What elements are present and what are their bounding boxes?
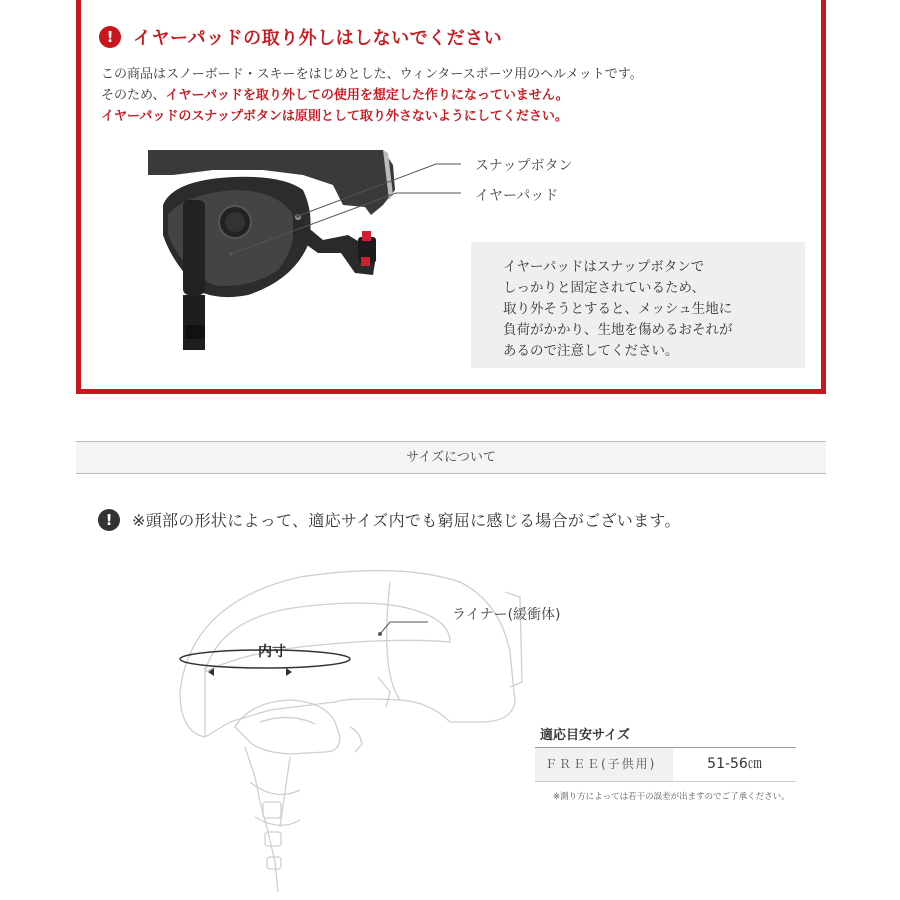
warning-line-3: イヤーパッドのスナップボタンは原則として取り外さないようにしてください。 (101, 109, 568, 124)
note-line: 取り外そうとすると、メッシュ生地に (503, 301, 733, 317)
earpad-note (471, 242, 805, 368)
liner-label: ライナー(緩衝体) (452, 607, 561, 623)
callout-earpad: イヤーパッド (475, 188, 559, 204)
note-line: しっかりと固定されているため、 (503, 280, 705, 296)
size-table-title: 適応目安サイズ (540, 728, 630, 743)
warning-line-2-prefix: そのため、 (101, 88, 166, 103)
size-warning (98, 508, 681, 531)
inner-dimension-label: 内寸 (258, 644, 286, 660)
warning-line-2-emphasis: イヤーパッドを取り外しての使用を想定した作りになっていません。 (165, 88, 569, 103)
exclamation-circle-icon: ! (99, 26, 121, 48)
warning-box (76, 0, 826, 394)
callout-snap-button: スナップボタン (475, 158, 573, 174)
size-label-cell: ＦＲＥＥ(子供用) (535, 748, 673, 781)
size-section-heading: サイズについて (76, 441, 826, 474)
size-table (535, 747, 796, 782)
note-line: 負荷がかかり、生地を傷めるおそれが (503, 322, 733, 338)
size-warning-text: ※頭部の形状によって、適応サイズ内でも窮屈に感じる場合がございます。 (132, 511, 681, 530)
warning-title: イヤーパッドの取り外しはしないでください (133, 28, 503, 49)
note-line: イヤーパッドはスナップボタンで (503, 259, 705, 275)
size-value-cell: 51-56㎝ (707, 756, 762, 772)
warning-line-1: この商品はスノーボード・スキーをはじめとした、ウィンタースポーツ用のヘルメットです。 (101, 67, 643, 82)
note-line: あるので注意してください。 (503, 343, 679, 359)
size-note: ※測り方によっては若干の誤差が出ますのでご了承ください。 (553, 792, 790, 802)
exclamation-circle-icon: ! (98, 509, 120, 531)
